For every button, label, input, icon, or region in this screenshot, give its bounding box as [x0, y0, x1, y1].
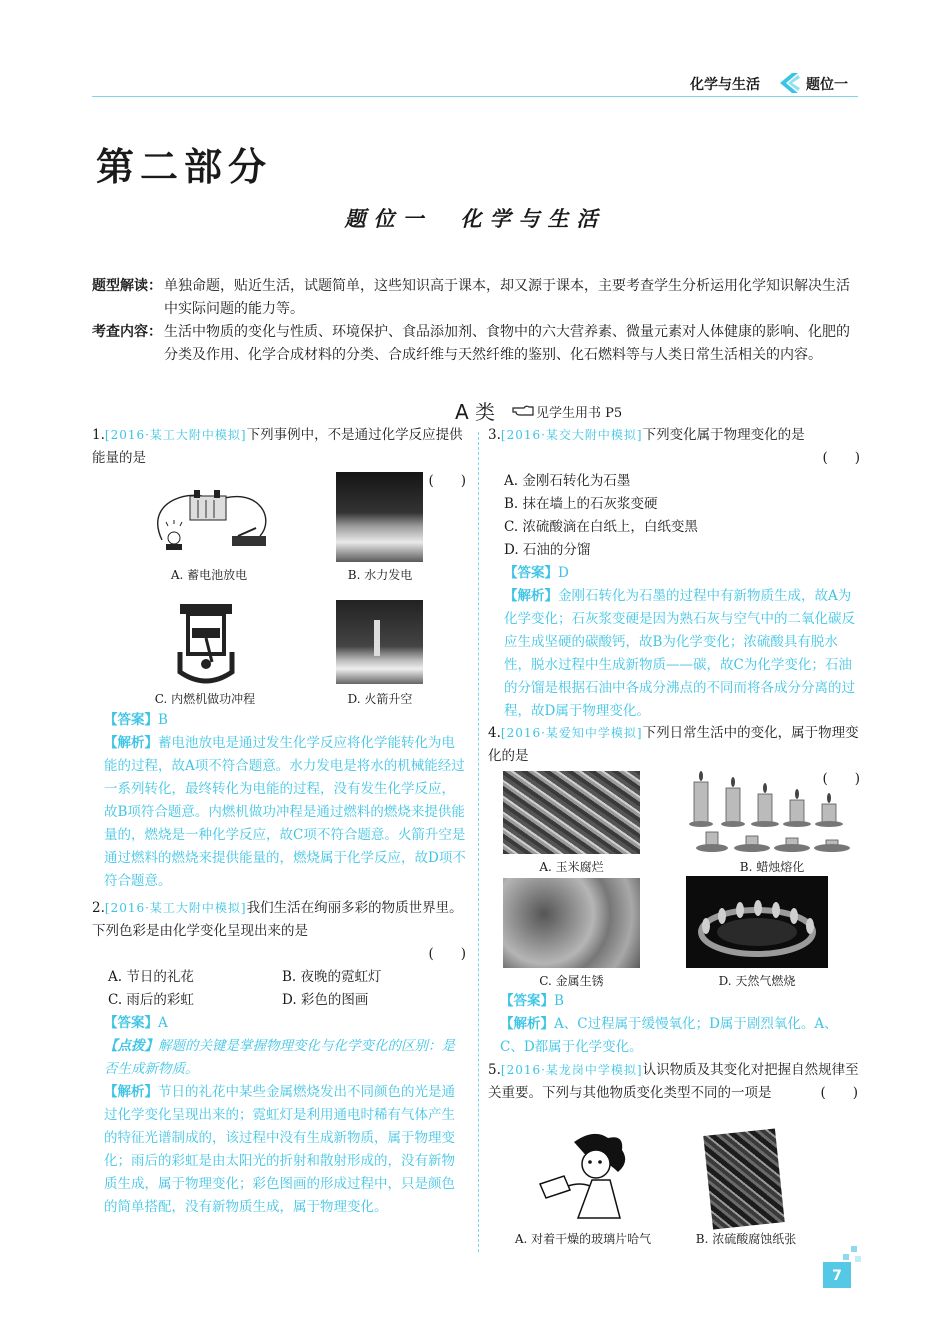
q3-option-c: C. 浓硫酸滴在白纸上，白纸变黑: [504, 519, 698, 535]
decor-square: [843, 1254, 849, 1260]
q3-source-tag: [2016·某交大附中模拟]: [500, 428, 643, 442]
q5-caption-a: A. 对着干燥的玻璃片哈气: [514, 1232, 652, 1246]
intro-text: 生活中物质的变化与性质、环境保护、食品添加剂、食物中的六大营养素、微量元素对人体健康的影响、化肥的分类及作用、化学合成材料的分类、合成纤维与天然纤维的鉴别、化石燃料等与人类日常生活相关的内容。: [164, 324, 850, 363]
rusty-metal-photo: [503, 878, 640, 968]
q4-source-tag: [2016·某爱知中学模拟]: [500, 726, 643, 740]
q2-option-c: C. 雨后的彩虹: [108, 992, 194, 1008]
q1-caption-d: D. 火箭升空: [347, 692, 413, 706]
section-ref: 见学生用书 P5: [536, 406, 623, 421]
intro-label: 考查内容：: [92, 324, 162, 340]
q1-number: 1.: [92, 427, 105, 443]
q4-answer-blank: ( ): [822, 771, 860, 787]
q2-option-b: B. 夜晚的霓虹灯: [282, 969, 382, 985]
header-rule: [92, 96, 858, 97]
battery-circuit-figure: [148, 478, 270, 560]
intro-text: 单独命题，贴近生活，试题简单，这些知识高于课本，却又源于课本，主要考查学生分析运用化学知识解决生活中实际问题的能力等。: [164, 278, 850, 317]
q1-caption-a: A. 蓄电池放电: [170, 568, 248, 582]
intro-type: [92, 275, 862, 321]
decor-square: [855, 1256, 861, 1262]
q2-number: 2.: [92, 900, 105, 916]
q2-answer: A: [158, 1015, 168, 1031]
q4-answer: B: [554, 993, 564, 1009]
question-2: [92, 897, 466, 1219]
q3-option-a: A. 金刚石转化为石墨: [504, 473, 631, 489]
q4-analysis: A、C过程属于缓慢氧化；D属于剧烈氧化。A、C、D都属于化学变化。: [500, 1016, 838, 1055]
girl-breathing-figure: [534, 1128, 630, 1224]
q4-caption-d: D. 天然气燃烧: [718, 974, 796, 988]
page-number: 7: [823, 1262, 851, 1288]
q1-explanation: [104, 709, 468, 893]
q1-answer-blank: ( ): [428, 473, 466, 489]
header-topic: 题位一: [806, 77, 848, 93]
q3-answer-blank: ( ): [822, 450, 860, 466]
q2-tip-label: 【点拨】: [104, 1038, 158, 1054]
q3-analysis-label: 【解析】: [504, 588, 558, 604]
question-3: [488, 424, 860, 723]
q2-tip: 解题的关键是掌握物理变化与化学变化的区别：是否生成新物质。: [104, 1038, 455, 1077]
q3-answer-label: 【答案】: [504, 565, 558, 581]
intro-content: [92, 321, 862, 367]
q1-caption-b: B. 水力发电: [347, 568, 413, 582]
q5-source-tag: [2016·某龙岗中学模拟]: [500, 1063, 643, 1077]
q3-option-d: D. 石油的分馏: [504, 542, 591, 558]
q2-answer-blank: ( ): [428, 946, 466, 962]
q5-answer-blank: ( ): [820, 1085, 858, 1101]
q2-source-tag: [2016·某工大附中模拟]: [104, 901, 247, 915]
q3-stem: 下列变化属于物理变化的是: [642, 427, 805, 443]
q2-option-a: A. 节日的礼花: [108, 969, 194, 985]
q1-analysis-label: 【解析】: [104, 735, 158, 751]
rocket-launch-photo: [336, 600, 423, 684]
q4-stem: 下列日常生活中的变化，属于物理变化的是: [488, 725, 859, 764]
part-title: 第二部分: [96, 145, 273, 189]
q4-explanation: [500, 990, 860, 1059]
engine-figure: [174, 600, 238, 684]
pointing-hand-icon: [512, 402, 534, 416]
chevron-logo-icon: [778, 72, 802, 94]
topic-subtitle: 题位一 化学与生活: [344, 206, 606, 231]
q4-answer-label: 【答案】: [500, 993, 554, 1009]
q2-answer-label: 【答案】: [104, 1015, 158, 1031]
gas-stove-photo: [686, 876, 828, 968]
q4-caption-c: C. 金属生锈: [539, 974, 604, 988]
q1-answer: B: [158, 712, 168, 728]
q4-caption-a: A. 玉米腐烂: [539, 860, 604, 874]
decor-square: [851, 1246, 857, 1252]
q5-stem: 认识物质及其变化对把握自然规律至关重要。下列与其他物质变化类型不同的一项是: [488, 1062, 859, 1101]
q3-answer: D: [558, 565, 569, 581]
q1-stem: 下列事例中，不是通过化学反应提供能量的是: [92, 427, 463, 466]
q2-option-d: D. 彩色的图画: [282, 992, 369, 1008]
q2-analysis-label: 【解析】: [104, 1084, 158, 1100]
q4-analysis-label: 【解析】: [500, 1016, 554, 1032]
q5-caption-b: B. 浓硫酸腐蚀纸张: [695, 1232, 797, 1246]
header-subject: 化学与生活: [690, 77, 760, 93]
q3-number: 3.: [488, 427, 501, 443]
q2-stem: 我们生活在绚丽多彩的物质世界里。下列色彩是由化学变化呈现出来的是: [92, 900, 463, 939]
q4-number: 4.: [488, 725, 501, 741]
column-divider: [478, 432, 479, 1252]
question-5: [488, 1059, 860, 1105]
q1-analysis: 蓄电池放电是通过发生化学反应将化学能转化为电能的过程，故A项不符合题意。水力发电是将水的机械能经过一系列转化，最终转化为电能的过程，没有发生化学反应，故B项符合题意。内燃机做功冲程是通过燃料的燃烧来提供能量的，燃烧是一种化学反应，故C项不符合题意。火箭升空是通过燃料的燃烧来提供能量的，燃烧属于化学反应，故D项不符合题意。: [104, 735, 466, 889]
q1-source-tag: [2016·某工大附中模拟]: [104, 428, 247, 442]
q2-analysis: 节日的礼花中某些金属燃烧发出不同颜色的光是通过化学变化呈现出来的；霓虹灯是利用通电时稀有气体产生的特征光谱制成的，该过程中没有生成新物质，属于物理变化；雨后的彩虹是由太阳光的折射和散射形成的，没有新物质生成，属于物理变化；彩色图画的形成过程中，只是颜色的简单搭配，没有新物质生成，属于物理变化。: [104, 1084, 455, 1215]
q4-caption-b: B. 蜡烛熔化: [739, 860, 805, 874]
q3-option-b: B. 抹在墙上的石灰浆变硬: [504, 496, 658, 512]
q3-analysis: 金刚石转化为石墨的过程中有新物质生成，故A为化学变化；石灰浆变硬是因为熟石灰与空气中的二氧化碳反应生成坚硬的碳酸钙，故B为化学变化；浓硫酸具有脱水性，脱水过程中生成新物质——碳，故C为化学变化；石油的分馏是根据石油中各成分沸点的不同而将各成分分离的过程，故D属于物理变化。: [504, 588, 855, 719]
candles-figure: [686, 768, 858, 856]
corroded-paper-photo: [703, 1128, 784, 1229]
rotten-corn-photo: [503, 771, 640, 854]
section-title: A 类: [455, 400, 496, 424]
q1-answer-label: 【答案】: [104, 712, 158, 728]
hydropower-photo: [336, 472, 423, 562]
q5-number: 5.: [488, 1062, 501, 1078]
intro-label: 题型解读：: [92, 278, 162, 294]
q1-caption-c: C. 内燃机做功冲程: [154, 692, 256, 706]
